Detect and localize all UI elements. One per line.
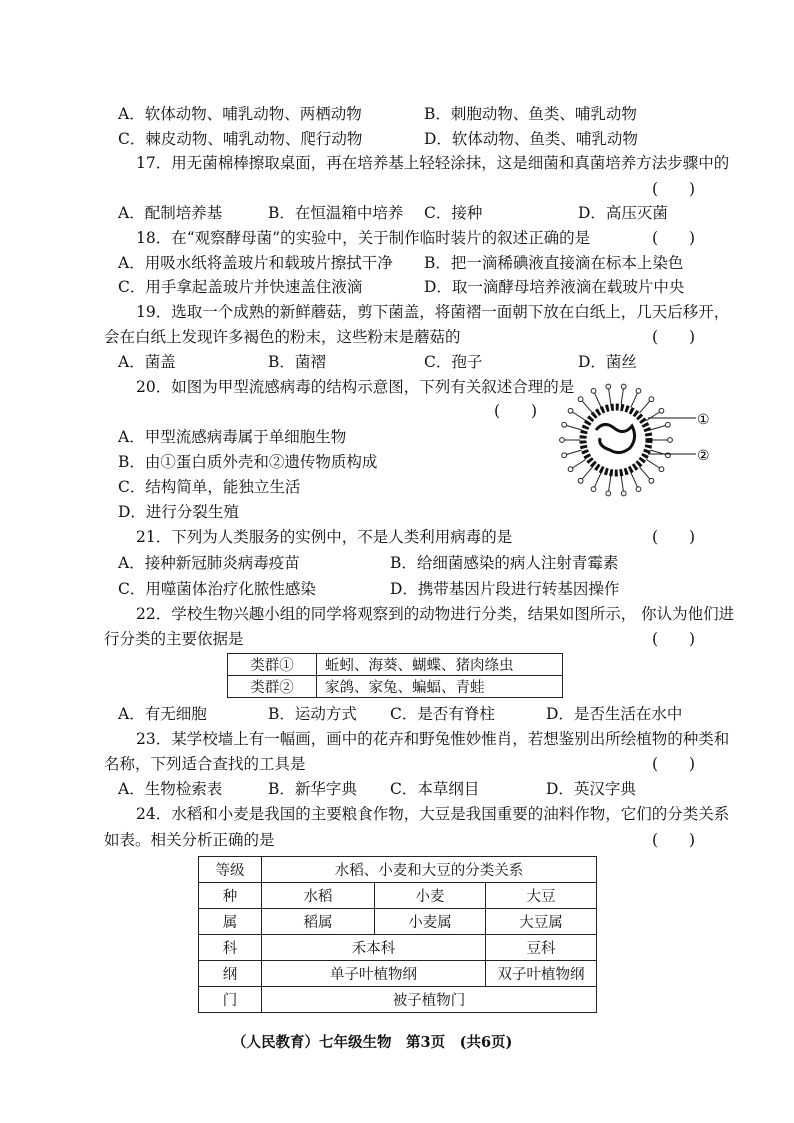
q21-option-c: C．用噬菌体治疗化脓性感染: [118, 580, 316, 598]
q23-stem-line1: 23．某学校墙上有一幅画，画中的花卉和野兔惟妙惟肖，若想鉴别出所绘植物的种类和: [136, 730, 730, 748]
q19-stem-line1: 19．选取一个成熟的新鲜蘑菇，剪下菌盖，将菌褶一面朝下放在白纸上，几天后移开，: [136, 303, 730, 321]
q23-answer-bracket: ( ): [652, 755, 696, 773]
spike-stalk: [582, 467, 592, 479]
soybean-cell: 大豆属: [486, 909, 597, 935]
members-cell: 蚯蚓、海葵、蝴蝶、猪肉绦虫: [317, 654, 563, 676]
q24-answer-bracket: ( ): [652, 831, 696, 849]
q22-option-b: B．运动方式: [268, 705, 357, 723]
spike-stalk: [646, 459, 659, 468]
q16-option-b: B．刺胞动物、鱼类、哺乳动物: [424, 105, 637, 123]
spike-stalk: [566, 450, 581, 455]
spike-head: [568, 467, 573, 472]
q18-answer-bracket: ( ): [652, 229, 696, 247]
rice-wheat-cell: 禾本科: [262, 935, 486, 961]
q19-stem-line2: 会在白纸上发现许多褐色的粉末，这些粉末是蘑菇的: [104, 328, 461, 346]
q17-option-a: A．配制培养基: [118, 204, 223, 222]
soybean-cell: 豆科: [486, 935, 597, 961]
level-cell: 属: [199, 909, 262, 935]
all-cell: 被子植物门: [262, 987, 597, 1013]
virus-genetic-material: [596, 424, 635, 452]
wheat-cell: 小麦属: [375, 909, 486, 935]
q21-answer-bracket: ( ): [652, 528, 696, 546]
q18-option-c: C．用手拿起盖玻片并快速盖住液滴: [118, 278, 363, 296]
spike-head: [659, 467, 664, 472]
spike-head: [636, 487, 641, 492]
q18-option-b: B．把一滴稀碘液直接滴在标本上染色: [424, 254, 684, 272]
q23-option-d: D．英汉字典: [546, 780, 636, 798]
spike-stalk: [651, 425, 666, 430]
virus-envelope: [583, 407, 649, 473]
header-title: 水稻、小麦和大豆的分类关系: [262, 857, 597, 883]
q17-option-b: B．在恒温箱中培养: [268, 204, 404, 222]
q22-classification-table: [227, 653, 563, 698]
q22-option-d: D．是否生活在水中: [546, 705, 683, 723]
group-cell: 类群①: [228, 654, 317, 676]
spike-head: [591, 388, 596, 393]
spike-head: [649, 397, 654, 402]
q17-stem: 17．用无菌棉棒擦取桌面，再在培养基上轻轻涂抹，这是细菌和真菌培养方法步骤中的: [136, 154, 730, 172]
members-cell: 家鸽、家兔、蝙蝠、青蛙: [317, 676, 563, 698]
q18-stem: 18．在“观察酵母菌”的实验中，关于制作临时装片的叙述正确的是: [136, 229, 591, 247]
table-row: [228, 654, 563, 676]
q19-option-d: D．菌丝: [578, 353, 637, 371]
rice-cell: 稻属: [262, 909, 375, 935]
q16-option-a: A．软体动物、哺乳动物、两栖动物: [118, 105, 362, 123]
spike-stalk: [609, 476, 611, 492]
rice-cell: 水稻: [262, 883, 375, 909]
spike-head: [649, 478, 654, 483]
spike-stalk: [566, 425, 581, 430]
q17-option-d: D．高压灭菌: [578, 204, 668, 222]
q19-option-b: B．菌褶: [268, 353, 326, 371]
spike-stalk: [594, 473, 601, 488]
table-row: [199, 935, 597, 961]
wheat-cell: 小麦: [375, 883, 486, 909]
q21-option-d: D．携带基因片段进行转基因操作: [390, 580, 620, 598]
spike-head: [665, 422, 670, 427]
level-cell: 种: [199, 883, 262, 909]
spike-head: [578, 478, 583, 483]
q18-option-d: D．取一滴酵母培养液滴在载玻片中央: [424, 278, 685, 296]
q24-stem-line1: 24．水稻和小麦是我国的主要粮食作物，大豆是我国重要的油料作物，它们的分类关系: [136, 805, 730, 823]
soybean-cell: 大豆: [486, 883, 597, 909]
q23-option-c: C．本草纲目: [390, 780, 480, 798]
q19-option-c: C．孢子: [424, 353, 483, 371]
q19-option-a: A．菌盖: [118, 353, 176, 371]
q18-option-a: A．用吸水纸将盖玻片和载玻片擦拭干净: [118, 254, 393, 272]
q23-option-a: A．生物检索表: [118, 780, 223, 798]
table-row: [199, 987, 597, 1013]
q21-option-a: A．接种新冠肺炎病毒疫苗: [118, 554, 300, 572]
spike-head: [562, 453, 567, 458]
spike-head: [636, 388, 641, 393]
label-1: ①: [697, 412, 710, 428]
spike-stalk: [640, 401, 650, 413]
q17-option-c: C．接种: [424, 204, 483, 222]
q20-answer-bracket: ( ): [494, 402, 538, 420]
spike-stalk: [572, 412, 585, 421]
spike-stalk: [631, 393, 638, 408]
spike-head: [578, 397, 583, 402]
q20-option-b: B．由①蛋白质外壳和②遗传物质构成: [118, 453, 378, 471]
page-footer: （人民教育）七年级生物 第3页 (共6页): [232, 1034, 513, 1051]
q17-answer-bracket: ( ): [652, 180, 696, 198]
spike-stalk: [621, 389, 623, 405]
q20-option-c: C．结构简单，能独立生活: [118, 478, 301, 496]
virus-surface-spikes: [560, 384, 673, 496]
level-cell: 科: [199, 935, 262, 961]
q16-option-c: C．棘皮动物、哺乳动物、爬行动物: [118, 130, 363, 148]
q23-option-b: B．新华字典: [268, 780, 357, 798]
spike-head: [606, 384, 611, 389]
soybean-cell: 双子叶植物纲: [486, 961, 597, 987]
q21-stem: 21．下列为人类服务的实例中，不是人类利用病毒的是: [136, 528, 513, 546]
level-cell: 纲: [199, 961, 262, 987]
q24-taxonomy-table: [198, 856, 597, 1013]
group-cell: 类群②: [228, 676, 317, 698]
q19-answer-bracket: ( ): [652, 328, 696, 346]
table-row: [228, 676, 563, 698]
spike-stalk: [621, 476, 623, 492]
spike-stalk: [646, 412, 659, 421]
spike-head: [560, 438, 565, 443]
q21-option-b: B．给细菌感染的病人注射青霉素: [390, 554, 619, 572]
q16-option-d: D．软体动物、鱼类、哺乳动物: [424, 130, 638, 148]
spike-stalk: [594, 393, 601, 408]
q20-stem: 20．如图为甲型流感病毒的结构示意图，下列有关叙述合理的是: [136, 378, 575, 396]
q22-stem-line2: 行分类的主要依据是: [104, 630, 244, 648]
rice-wheat-cell: 单子叶植物纲: [262, 961, 486, 987]
spike-head: [568, 408, 573, 413]
spike-head: [606, 491, 611, 496]
spike-head: [621, 384, 626, 389]
spike-head: [659, 408, 664, 413]
q23-stem-line2: 名称，下列适合查找的工具是: [104, 755, 306, 773]
q20-option-a: A．甲型流感病毒属于单细胞生物: [118, 428, 347, 446]
table-row: [199, 909, 597, 935]
label-2: ②: [697, 448, 710, 464]
q24-stem-line2: 如表。相关分析正确的是: [104, 831, 275, 849]
level-cell: 门: [199, 987, 262, 1013]
spike-stalk: [640, 467, 650, 479]
spike-stalk: [572, 459, 585, 468]
table-row: [199, 961, 597, 987]
table-row: [199, 883, 597, 909]
table-header-row: [199, 857, 597, 883]
spike-head: [621, 491, 626, 496]
spike-head: [562, 422, 567, 427]
spike-head: [591, 487, 596, 492]
header-level: 等级: [199, 857, 262, 883]
q20-option-d: D．进行分裂生殖: [118, 503, 239, 521]
spike-stalk: [609, 389, 611, 405]
spike-head: [668, 438, 673, 443]
q22-option-a: A．有无细胞: [118, 705, 207, 723]
spike-stalk: [582, 401, 592, 413]
spike-stalk: [631, 473, 638, 488]
q22-stem-line1: 22．学校生物兴趣小组的同学将观察到的动物进行分类，结果如图所示， 你认为他们进: [136, 605, 735, 623]
q22-answer-bracket: ( ): [652, 630, 696, 648]
q22-option-c: C．是否有脊柱: [390, 705, 495, 723]
influenza-virus-diagram: [552, 380, 712, 500]
